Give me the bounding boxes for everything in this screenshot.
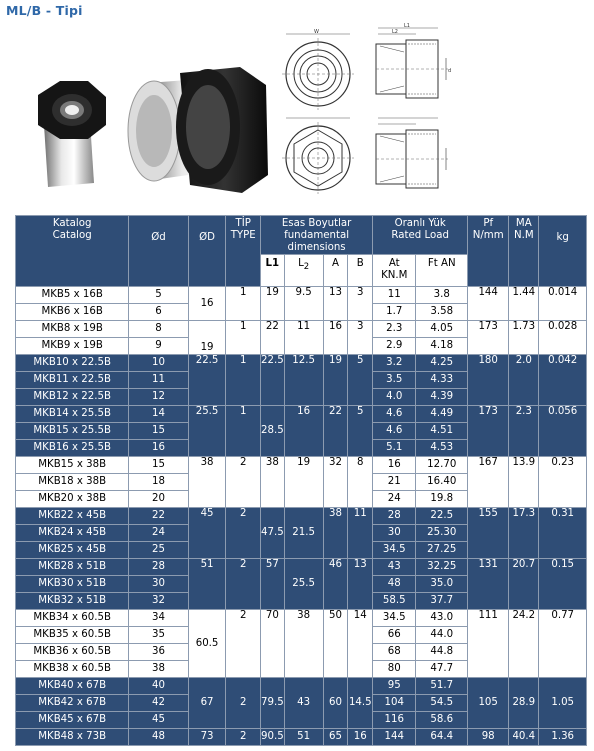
header-kg: kg: [539, 216, 587, 287]
table-row: MKB34 x 60.5B 34 60.5 2 70 38 50 14 34.5 43.0 111 24.2 0.77: [16, 610, 587, 627]
drawing-label-w: W: [314, 29, 319, 35]
header-b: B: [348, 255, 373, 287]
header-dimensions: Esas Boyutlar fundamental dimensions: [260, 216, 372, 255]
table-row: MKB38 x 60.5B 38 80 47.7: [16, 661, 587, 678]
table-row: MKB11 x 22.5B 11 3.5 4.33: [16, 372, 587, 389]
header-od-small: Ød: [129, 216, 188, 287]
header-at: At KN.M: [373, 255, 416, 287]
drawing-side-section-bottom: [368, 112, 458, 204]
table-row: MKB10 x 22.5B 10 22.5 1 22.5 12.5 19 5 3.2 4.25 180 2.0 0.042: [16, 355, 587, 372]
table-row: MKB22 x 45B 22 45 2 47.5 21.5 38 11 28 22.5 155 17.3 0.31: [16, 508, 587, 525]
header-catalog: Katalog Catalog: [16, 216, 129, 287]
table-row: MKB45 x 67B 45 116 58.6: [16, 712, 587, 729]
drawing-label-l1: L1: [404, 23, 410, 29]
table-row: MKB48 x 73B 48 73 2 90.5 51 65 16 144 64.4 98 40.4 1.36: [16, 729, 587, 746]
drawing-front-view-hex: [278, 112, 358, 197]
table-row: MKB6 x 16B 6 1.7 3.58: [16, 304, 587, 321]
page-title: ML/B - Tipi: [6, 3, 83, 18]
table-row: MKB42 x 67B 42 104 54.5: [16, 695, 587, 712]
drawing-label-l2: L2: [392, 29, 398, 35]
table-row: MKB8 x 19B 8 19 1 22 11 16 3 2.3 4.05 173 1.73 0.028: [16, 321, 587, 338]
table-row: MKB18 x 38B 18 21 16.40: [16, 474, 587, 491]
header-ft: Ft AN: [416, 255, 468, 287]
table-row: MKB5 x 16B 5 16 1 19 9.5 13 3 11 3.8 144 1.44 0.014: [16, 287, 587, 304]
table-row: MKB20 x 38B 20 24 19.8: [16, 491, 587, 508]
table-row: MKB9 x 19B 9 2.9 4.18: [16, 338, 587, 355]
table-row: MKB14 x 25.5B 14 25.5 1 28.5 16 22 5 4.6 4.49 173 2.3 0.056: [16, 406, 587, 423]
table-row: MKB12 x 22.5B 12 4.0 4.39: [16, 389, 587, 406]
table-row: MKB24 x 45B 24 30 25.30: [16, 525, 587, 542]
header-ma: MA N.M: [509, 216, 539, 287]
table-row: MKB28 x 51B 28 51 2 57 25.5 46 13 43 32.25 131 20.7 0.15: [16, 559, 587, 576]
table-row: MKB36 x 60.5B 36 68 44.8: [16, 644, 587, 661]
product-photo: [30, 55, 270, 205]
header-rated-load: Oranlı Yük Rated Load: [373, 216, 468, 255]
table-row: MKB25 x 45B 25 34.5 27.25: [16, 542, 587, 559]
table-row: MKB15 x 38B 15 38 2 38 19 32 8 16 12.70 167 13.9 0.23: [16, 457, 587, 474]
header-pf: Pf N/mm: [468, 216, 509, 287]
table-row: MKB15 x 25.5B 15 4.6 4.51: [16, 423, 587, 440]
table-row: MKB32 x 51B 32 58.5 37.7: [16, 593, 587, 610]
table-row: MKB40 x 67B 40 67 2 79.5 43 60 14.5 95 51.7 105 28.9 1.05: [16, 678, 587, 695]
header-a: A: [323, 255, 348, 287]
header-l1: L1: [260, 255, 284, 287]
header-type: TİP TYPE: [226, 216, 261, 287]
header-l2: $L_2$: [284, 255, 323, 287]
drawing-side-section-top: [368, 22, 458, 114]
drawing-label-d: d: [448, 68, 452, 74]
table-row: MKB35 x 60.5B 35 66 44.0: [16, 627, 587, 644]
drawing-front-view-round: [278, 28, 358, 113]
table-row: MKB16 x 25.5B 16 5.1 4.53: [16, 440, 587, 457]
header-od-big: ØD: [188, 216, 226, 287]
table-row: MKB30 x 51B 30 48 35.0: [16, 576, 587, 593]
spec-table: [15, 215, 587, 746]
